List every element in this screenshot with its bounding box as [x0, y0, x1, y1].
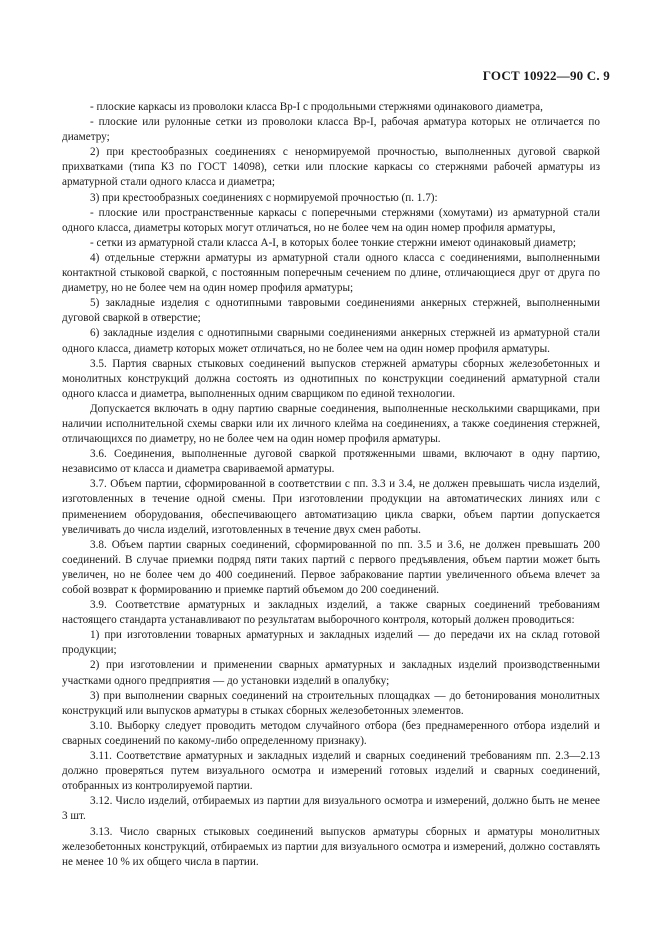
page-header: ГОСТ 10922—90 С. 9: [482, 68, 610, 83]
paragraph: 6) закладные изделия с однотипными сварными соединениями анкерных стержней из арматурной стали одного класса, диаметр которых может отличаться, но не более чем на один номер профиля арматуры.: [62, 327, 600, 355]
paragraph: 3.7. Объем партии, сформированной в соответствии с пп. 3.3 и 3.4, не должен превышать числа изделий, изготовленных в течение одной смены. При изготовлении продукции на автоматических линиях или с применением оборудования, обеспечивающего автоматизацию цикла сварки, объем партии допускается увеличивать до числа изделий, изготовленных в течение двух смен работы.: [62, 478, 600, 536]
paragraph: 3) при крестообразных соединениях с нормируемой прочностью (п. 1.7):: [90, 191, 438, 204]
paragraph: 3.5. Партия сварных стыковых соединений выпусков стержней арматуры сборных железобетонных и монолитных конструкций должна состоять из однотипных по конструкции соединений арматурной стали одного класса и диаметра, выполненных одним сварщиком по единой технологии.: [62, 357, 600, 400]
paragraph: 5) закладные изделия с однотипными тавровыми соединениями анкерных стержней, выполненными дуговой сваркой в отверстие;: [62, 297, 600, 325]
paragraph: 3) при выполнении сварных соединений на строительных площадках — до бетонирования монолитных конструкций или выпусков арматуры в стыках сборных железобетонных элементов.: [62, 689, 600, 717]
paragraph: - плоские каркасы из проволоки класса Вр-I с продольными стержнями одинакового диаметра,: [90, 101, 543, 113]
paragraph: - плоские или пространственные каркасы с поперечными стержнями (хомутами) из арматурной стали одного класса, диаметры которых могут отличаться, но не более чем на один номер профиля арматуры,: [62, 206, 600, 234]
paragraph: 3.11. Соответствие арматурных и закладных изделий и сварных соединений требованиям пп. 2.3—2.13 должно проверяться путем визуального осмотра и измерений готовых изделий и сварных соединений, отобранных из контролируемой партии.: [62, 750, 600, 793]
paragraph: - плоские или рулонные сетки из проволоки класса Вр-I, рабочая арматура которых не отличается по диаметру;: [62, 116, 600, 144]
document-body: [62, 100, 600, 870]
paragraph: 1) при изготовлении товарных арматурных и закладных изделий — до передачи их на склад готовой продукции;: [62, 629, 600, 657]
paragraph: 4) отдельные стержни арматуры из арматурной стали одного класса с соединениями, выполненными контактной стыковой сваркой, с постоянным поперечным сечением по длине, отличающиеся друг от друга по диаметру, но не более чем на один номер профиля арматуры;: [62, 251, 600, 295]
paragraph: 3.12. Число изделий, отбираемых из партии для визуального осмотра и измерений, должно быть не менее 3 шт.: [62, 795, 600, 823]
paragraph: 2) при изготовлении и применении сварных арматурных и закладных изделий производственными участками одного предприятия — до установки изделий в опалубку;: [62, 659, 600, 687]
paragraph: 3.13. Число сварных стыковых соединений выпусков арматуры сборных и арматуры монолитных железобетонных конструкций, отбираемых из партии для визуального осмотра и измерений, должно составлять не менее 10 % их общего числа в партии.: [62, 825, 600, 868]
paragraph: 3.9. Соответствие арматурных и закладных изделий, а также сварных соединений требованиям настоящего стандарта устанавливают по результатам выборочного контроля, который должен проводиться:: [62, 599, 600, 627]
paragraph: 2) при крестообразных соединениях с ненормируемой прочностью, выполненных дуговой сваркой прихватками (типа К3 по ГОСТ 14098), сетки или плоские каркасы со стержнями рабочей арматуры из арматурной стали одного класса и диаметра;: [62, 146, 600, 189]
paragraph: 3.6. Соединения, выполненные дуговой сваркой протяженными швами, включают в одну партию, независимо от класса и диаметра свариваемой арматуры.: [62, 448, 600, 476]
paragraph: - сетки из арматурной стали класса А-I, в которых более тонкие стержни имеют одинаковый диаметр;: [90, 236, 577, 249]
paragraph: Допускается включать в одну партию сварные соединения, выполненные несколькими сварщиками, при наличии исполнительной схемы сварки или их личного клейма на соединениях, а также соединения стержней, отличающихся по диаметру, но не более чем на один номер профиля арматуры.: [62, 402, 600, 446]
paragraph: 3.10. Выборку следует проводить методом случайного отбора (без преднамеренного отбора изделий и сварных соединений по какому-либо определенному признаку).: [62, 719, 600, 747]
paragraph: 3.8. Объем партии сварных соединений, сформированной по пп. 3.5 и 3.6, не должен превышать 200 соединений. В случае приемки подряд пяти таких партий с первого предъявления, объем партии может быть увеличен, но не более чем до 400 соединений. Первое забракование партии увеличенного объема влечет за собой возврат к формированию и приемке партий объемом до 200 соединений.: [62, 538, 600, 596]
